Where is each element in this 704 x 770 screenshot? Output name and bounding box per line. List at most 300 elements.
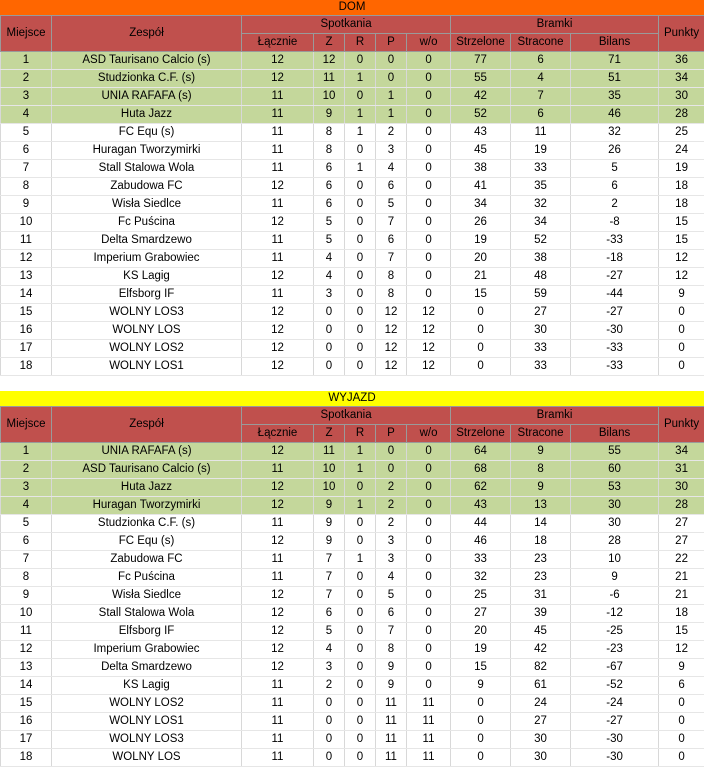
losses-cell: 11 (376, 731, 407, 749)
scored-cell: 34 (451, 196, 511, 214)
walkover-cell: 0 (407, 659, 451, 677)
wins-cell: 6 (314, 160, 345, 178)
walkover-cell: 0 (407, 268, 451, 286)
header-place: Miejsce (1, 407, 52, 443)
scored-cell: 0 (451, 322, 511, 340)
conceded-cell: 61 (511, 677, 571, 695)
team-cell: ASD Taurisano Calcio (s) (52, 52, 242, 70)
team-cell: Imperium Grabowiec (52, 641, 242, 659)
wins-cell: 6 (314, 605, 345, 623)
wins-cell: 10 (314, 88, 345, 106)
conceded-cell: 42 (511, 641, 571, 659)
losses-cell: 6 (376, 178, 407, 196)
header-losses: P (376, 34, 407, 52)
balance-cell: 32 (571, 124, 659, 142)
walkover-cell: 11 (407, 749, 451, 767)
scored-cell: 41 (451, 178, 511, 196)
place-cell: 8 (1, 569, 52, 587)
place-cell: 18 (1, 749, 52, 767)
table-row (1, 515, 704, 533)
total-cell: 11 (242, 551, 314, 569)
draws-cell: 0 (345, 340, 376, 358)
losses-cell: 8 (376, 286, 407, 304)
balance-cell: -33 (571, 232, 659, 250)
away-standings-section (0, 391, 704, 767)
draws-cell: 0 (345, 52, 376, 70)
walkover-cell: 0 (407, 106, 451, 124)
wins-cell: 7 (314, 569, 345, 587)
wins-cell: 0 (314, 695, 345, 713)
conceded-cell: 82 (511, 659, 571, 677)
points-cell: 9 (659, 659, 704, 677)
conceded-cell: 38 (511, 250, 571, 268)
place-cell: 10 (1, 214, 52, 232)
header-matches: Spotkania (242, 407, 451, 425)
conceded-cell: 8 (511, 461, 571, 479)
conceded-cell: 30 (511, 749, 571, 767)
place-cell: 4 (1, 497, 52, 515)
team-cell: Huragan Tworzymirki (52, 142, 242, 160)
walkover-cell: 12 (407, 322, 451, 340)
balance-cell: -52 (571, 677, 659, 695)
table-row (1, 641, 704, 659)
points-cell: 18 (659, 605, 704, 623)
wins-cell: 6 (314, 196, 345, 214)
conceded-cell: 9 (511, 479, 571, 497)
losses-cell: 2 (376, 124, 407, 142)
wins-cell: 5 (314, 232, 345, 250)
scored-cell: 77 (451, 52, 511, 70)
header-goals: Bramki (451, 16, 659, 34)
conceded-cell: 9 (511, 443, 571, 461)
draws-cell: 0 (345, 695, 376, 713)
team-cell: Elfsborg IF (52, 623, 242, 641)
wins-cell: 8 (314, 142, 345, 160)
scored-cell: 15 (451, 659, 511, 677)
header-draws: R (345, 34, 376, 52)
table-row (1, 286, 704, 304)
team-cell: Studzionka C.F. (s) (52, 70, 242, 88)
conceded-cell: 30 (511, 322, 571, 340)
points-cell: 0 (659, 340, 704, 358)
points-cell: 15 (659, 232, 704, 250)
table-row (1, 479, 704, 497)
points-cell: 36 (659, 52, 704, 70)
balance-cell: -12 (571, 605, 659, 623)
scored-cell: 45 (451, 142, 511, 160)
total-cell: 12 (242, 587, 314, 605)
draws-cell: 0 (345, 713, 376, 731)
points-cell: 21 (659, 587, 704, 605)
losses-cell: 0 (376, 52, 407, 70)
total-cell: 12 (242, 304, 314, 322)
points-cell: 22 (659, 551, 704, 569)
table-row (1, 358, 704, 376)
scored-cell: 25 (451, 587, 511, 605)
team-cell: Huragan Tworzymirki (52, 497, 242, 515)
place-cell: 15 (1, 695, 52, 713)
place-cell: 5 (1, 515, 52, 533)
header-balance: Bilans (571, 34, 659, 52)
balance-cell: -6 (571, 587, 659, 605)
team-cell: WOLNY LOS1 (52, 358, 242, 376)
place-cell: 5 (1, 124, 52, 142)
draws-cell: 0 (345, 286, 376, 304)
draws-cell: 0 (345, 322, 376, 340)
losses-cell: 12 (376, 304, 407, 322)
wins-cell: 10 (314, 479, 345, 497)
draws-cell: 1 (345, 443, 376, 461)
losses-cell: 1 (376, 106, 407, 124)
header-team: Zespół (52, 16, 242, 52)
total-cell: 11 (242, 749, 314, 767)
losses-cell: 8 (376, 641, 407, 659)
scored-cell: 42 (451, 88, 511, 106)
header-points: Punkty (659, 16, 704, 52)
scored-cell: 0 (451, 304, 511, 322)
place-cell: 8 (1, 178, 52, 196)
balance-cell: 55 (571, 443, 659, 461)
total-cell: 11 (242, 124, 314, 142)
header-goals: Bramki (451, 407, 659, 425)
header-scored: Strzelone (451, 425, 511, 443)
team-cell: Delta Smardzewo (52, 659, 242, 677)
walkover-cell: 0 (407, 515, 451, 533)
team-cell: Studzionka C.F. (s) (52, 515, 242, 533)
conceded-cell: 33 (511, 358, 571, 376)
team-cell: WOLNY LOS (52, 749, 242, 767)
total-cell: 12 (242, 358, 314, 376)
walkover-cell: 12 (407, 340, 451, 358)
table-row (1, 52, 704, 70)
scored-cell: 0 (451, 713, 511, 731)
total-cell: 12 (242, 70, 314, 88)
conceded-cell: 27 (511, 713, 571, 731)
conceded-cell: 7 (511, 88, 571, 106)
team-cell: Elfsborg IF (52, 286, 242, 304)
place-cell: 4 (1, 106, 52, 124)
table-row (1, 551, 704, 569)
total-cell: 12 (242, 322, 314, 340)
balance-cell: -30 (571, 731, 659, 749)
conceded-cell: 39 (511, 605, 571, 623)
walkover-cell: 11 (407, 713, 451, 731)
walkover-cell: 11 (407, 731, 451, 749)
balance-cell: 35 (571, 88, 659, 106)
conceded-cell: 18 (511, 533, 571, 551)
place-cell: 7 (1, 160, 52, 178)
losses-cell: 4 (376, 160, 407, 178)
losses-cell: 12 (376, 340, 407, 358)
walkover-cell: 11 (407, 695, 451, 713)
header-losses: P (376, 425, 407, 443)
conceded-cell: 27 (511, 304, 571, 322)
losses-cell: 9 (376, 659, 407, 677)
points-cell: 18 (659, 196, 704, 214)
wins-cell: 0 (314, 340, 345, 358)
total-cell: 12 (242, 605, 314, 623)
walkover-cell: 12 (407, 304, 451, 322)
place-cell: 11 (1, 232, 52, 250)
wins-cell: 0 (314, 322, 345, 340)
table-row (1, 533, 704, 551)
table-row (1, 749, 704, 767)
balance-cell: 2 (571, 196, 659, 214)
conceded-cell: 52 (511, 232, 571, 250)
walkover-cell: 0 (407, 497, 451, 515)
scored-cell: 64 (451, 443, 511, 461)
total-cell: 12 (242, 178, 314, 196)
wins-cell: 11 (314, 70, 345, 88)
header-total: Łącznie (242, 34, 314, 52)
wins-cell: 10 (314, 461, 345, 479)
team-cell: WOLNY LOS2 (52, 340, 242, 358)
place-cell: 1 (1, 52, 52, 70)
total-cell: 11 (242, 232, 314, 250)
conceded-cell: 48 (511, 268, 571, 286)
losses-cell: 3 (376, 551, 407, 569)
team-cell: Huta Jazz (52, 106, 242, 124)
balance-cell: -67 (571, 659, 659, 677)
conceded-cell: 14 (511, 515, 571, 533)
wins-cell: 4 (314, 641, 345, 659)
team-cell: KS Lagig (52, 268, 242, 286)
conceded-cell: 4 (511, 70, 571, 88)
total-cell: 11 (242, 731, 314, 749)
team-cell: Fc Puścina (52, 214, 242, 232)
table-row (1, 569, 704, 587)
scored-cell: 33 (451, 551, 511, 569)
draws-cell: 0 (345, 214, 376, 232)
team-cell: FC Equ (s) (52, 124, 242, 142)
away-table-title: WYJAZD (0, 391, 704, 406)
team-cell: Stall Stalowa Wola (52, 605, 242, 623)
table-row (1, 196, 704, 214)
conceded-cell: 32 (511, 196, 571, 214)
team-cell: Wisła Siedlce (52, 196, 242, 214)
team-cell: WOLNY LOS2 (52, 695, 242, 713)
place-cell: 16 (1, 322, 52, 340)
points-cell: 19 (659, 160, 704, 178)
wins-cell: 12 (314, 52, 345, 70)
losses-cell: 7 (376, 214, 407, 232)
table-row (1, 106, 704, 124)
losses-cell: 8 (376, 268, 407, 286)
draws-cell: 0 (345, 533, 376, 551)
place-cell: 17 (1, 731, 52, 749)
balance-cell: -25 (571, 623, 659, 641)
place-cell: 6 (1, 142, 52, 160)
place-cell: 2 (1, 461, 52, 479)
total-cell: 12 (242, 623, 314, 641)
team-cell: WOLNY LOS3 (52, 731, 242, 749)
place-cell: 12 (1, 250, 52, 268)
losses-cell: 0 (376, 461, 407, 479)
losses-cell: 2 (376, 497, 407, 515)
points-cell: 9 (659, 286, 704, 304)
team-cell: Zabudowa FC (52, 551, 242, 569)
points-cell: 34 (659, 70, 704, 88)
place-cell: 13 (1, 268, 52, 286)
scored-cell: 0 (451, 340, 511, 358)
scored-cell: 62 (451, 479, 511, 497)
balance-cell: -33 (571, 340, 659, 358)
walkover-cell: 0 (407, 443, 451, 461)
place-cell: 3 (1, 479, 52, 497)
points-cell: 12 (659, 641, 704, 659)
team-cell: Fc Puścina (52, 569, 242, 587)
team-cell: Huta Jazz (52, 479, 242, 497)
balance-cell: -27 (571, 713, 659, 731)
place-cell: 1 (1, 443, 52, 461)
points-cell: 30 (659, 479, 704, 497)
walkover-cell: 0 (407, 214, 451, 232)
draws-cell: 0 (345, 358, 376, 376)
total-cell: 11 (242, 196, 314, 214)
wins-cell: 9 (314, 497, 345, 515)
draws-cell: 0 (345, 623, 376, 641)
total-cell: 11 (242, 142, 314, 160)
total-cell: 12 (242, 268, 314, 286)
scored-cell: 20 (451, 250, 511, 268)
scored-cell: 46 (451, 533, 511, 551)
wins-cell: 0 (314, 304, 345, 322)
balance-cell: -30 (571, 749, 659, 767)
losses-cell: 7 (376, 623, 407, 641)
header-walkover: w/o (407, 425, 451, 443)
scored-cell: 55 (451, 70, 511, 88)
balance-cell: -27 (571, 268, 659, 286)
points-cell: 28 (659, 497, 704, 515)
table-row (1, 214, 704, 232)
points-cell: 0 (659, 749, 704, 767)
wins-cell: 9 (314, 533, 345, 551)
points-cell: 0 (659, 304, 704, 322)
scored-cell: 9 (451, 677, 511, 695)
scored-cell: 44 (451, 515, 511, 533)
wins-cell: 8 (314, 124, 345, 142)
table-row (1, 88, 704, 106)
points-cell: 25 (659, 124, 704, 142)
header-matches: Spotkania (242, 16, 451, 34)
draws-cell: 0 (345, 587, 376, 605)
total-cell: 11 (242, 250, 314, 268)
walkover-cell: 0 (407, 461, 451, 479)
points-cell: 28 (659, 106, 704, 124)
total-cell: 11 (242, 695, 314, 713)
balance-cell: -27 (571, 304, 659, 322)
header-walkover: w/o (407, 34, 451, 52)
conceded-cell: 13 (511, 497, 571, 515)
wins-cell: 0 (314, 731, 345, 749)
balance-cell: 30 (571, 497, 659, 515)
balance-cell: -30 (571, 322, 659, 340)
points-cell: 27 (659, 533, 704, 551)
scored-cell: 0 (451, 695, 511, 713)
total-cell: 11 (242, 160, 314, 178)
section-gap (0, 376, 704, 391)
walkover-cell: 0 (407, 142, 451, 160)
team-cell: UNIA RAFAFA (s) (52, 88, 242, 106)
scored-cell: 43 (451, 497, 511, 515)
balance-cell: 5 (571, 160, 659, 178)
wins-cell: 4 (314, 250, 345, 268)
walkover-cell: 0 (407, 677, 451, 695)
draws-cell: 0 (345, 515, 376, 533)
losses-cell: 11 (376, 713, 407, 731)
header-team: Zespół (52, 407, 242, 443)
scored-cell: 52 (451, 106, 511, 124)
draws-cell: 1 (345, 70, 376, 88)
total-cell: 11 (242, 106, 314, 124)
balance-cell: 53 (571, 479, 659, 497)
place-cell: 14 (1, 677, 52, 695)
losses-cell: 1 (376, 88, 407, 106)
balance-cell: -18 (571, 250, 659, 268)
place-cell: 18 (1, 358, 52, 376)
conceded-cell: 11 (511, 124, 571, 142)
team-cell: WOLNY LOS (52, 322, 242, 340)
walkover-cell: 0 (407, 196, 451, 214)
walkover-cell: 0 (407, 605, 451, 623)
points-cell: 21 (659, 569, 704, 587)
walkover-cell: 0 (407, 178, 451, 196)
table-row (1, 232, 704, 250)
table-row (1, 70, 704, 88)
draws-cell: 0 (345, 178, 376, 196)
walkover-cell: 0 (407, 533, 451, 551)
draws-cell: 0 (345, 232, 376, 250)
table-row (1, 677, 704, 695)
points-cell: 6 (659, 677, 704, 695)
place-cell: 3 (1, 88, 52, 106)
balance-cell: 51 (571, 70, 659, 88)
points-cell: 0 (659, 358, 704, 376)
conceded-cell: 24 (511, 695, 571, 713)
balance-cell: 30 (571, 515, 659, 533)
wins-cell: 9 (314, 106, 345, 124)
balance-cell: -24 (571, 695, 659, 713)
walkover-cell: 0 (407, 70, 451, 88)
walkover-cell: 0 (407, 250, 451, 268)
draws-cell: 1 (345, 461, 376, 479)
total-cell: 11 (242, 713, 314, 731)
total-cell: 12 (242, 641, 314, 659)
wins-cell: 3 (314, 286, 345, 304)
walkover-cell: 0 (407, 569, 451, 587)
total-cell: 12 (242, 479, 314, 497)
total-cell: 11 (242, 515, 314, 533)
balance-cell: 6 (571, 178, 659, 196)
team-cell: WOLNY LOS1 (52, 713, 242, 731)
home-standings-table (0, 15, 704, 376)
wins-cell: 0 (314, 358, 345, 376)
wins-cell: 2 (314, 677, 345, 695)
wins-cell: 5 (314, 623, 345, 641)
conceded-cell: 23 (511, 551, 571, 569)
draws-cell: 0 (345, 569, 376, 587)
points-cell: 30 (659, 88, 704, 106)
header-balance: Bilans (571, 425, 659, 443)
wins-cell: 5 (314, 214, 345, 232)
place-cell: 7 (1, 551, 52, 569)
points-cell: 18 (659, 178, 704, 196)
scored-cell: 0 (451, 749, 511, 767)
wins-cell: 9 (314, 515, 345, 533)
losses-cell: 5 (376, 196, 407, 214)
losses-cell: 12 (376, 358, 407, 376)
balance-cell: 28 (571, 533, 659, 551)
